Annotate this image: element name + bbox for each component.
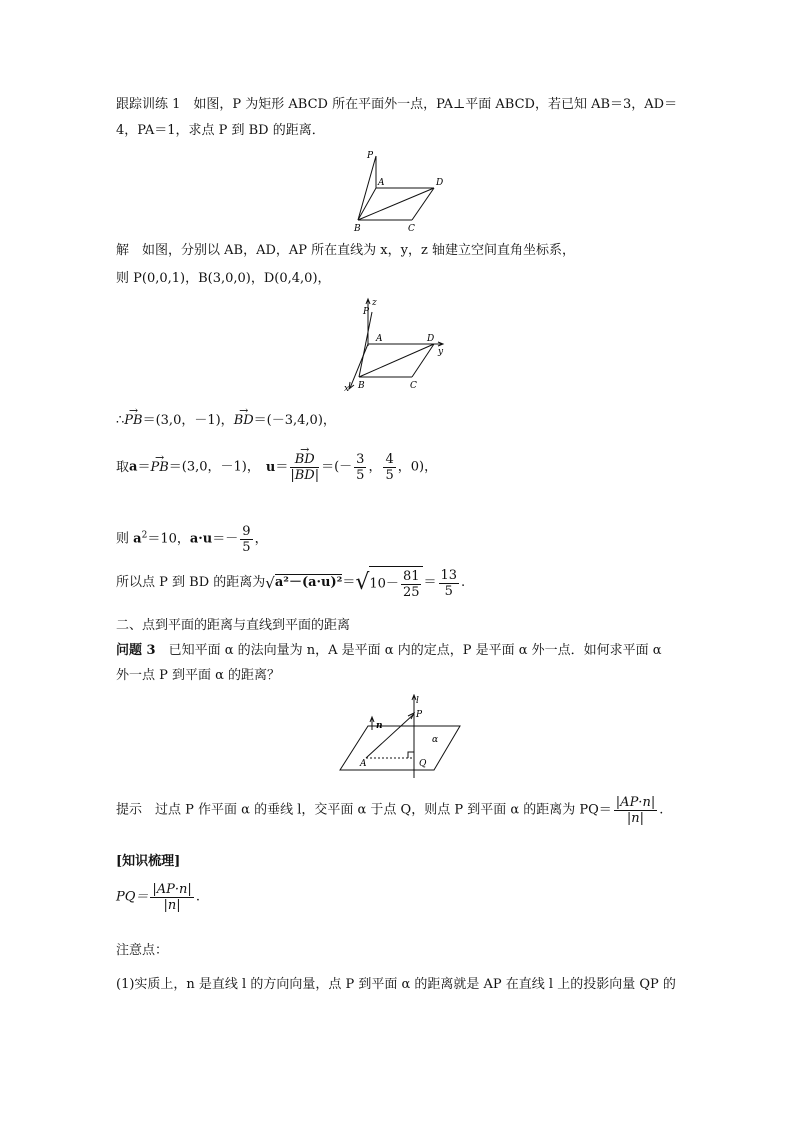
- figure-plane-distance: [336, 694, 466, 778]
- hint-line: 提示 过点 P 作平面 α 的垂线 l，交平面 α 于点 Q，则点 P 到平面 α 的距离为 PQ＝ $\frac{|AP\cdot n|}{|n|}$ .: [116, 795, 664, 826]
- fig2-label-z: z: [372, 298, 377, 308]
- fig1-label-d: D: [436, 178, 444, 188]
- fig1-label-p: P: [367, 151, 374, 161]
- math-distance-line: 所以点 P 到 BD 的距离为√a²－(a·u)²＝√10－ $\frac{81}{25}$ ＝ $\frac{13}{5}$ .: [116, 567, 466, 600]
- fig2-label-a: A: [376, 334, 383, 344]
- fig3-label-q: Q: [419, 759, 427, 769]
- fig3-label-alpha: α: [432, 735, 439, 745]
- question-3-line-1: 问题 3 已知平面 α 的法向量为 n，A 是平面 α 内的定点，P 是平面 α 外一点．如何求平面 α: [116, 643, 662, 658]
- fig2-label-b: B: [358, 381, 365, 391]
- solution-line-1: 解 如图，分别以 AB，AD，AP 所在直线为 x，y，z 轴建立空间直角坐标系，: [116, 243, 575, 258]
- knowledge-title: [知识梳理]: [116, 854, 181, 869]
- fig1-label-a: A: [378, 178, 385, 188]
- figure-rectangle-pyramid: [350, 148, 460, 236]
- fig2-label-c: C: [410, 381, 417, 391]
- knowledge-formula: PQ＝ $\frac{|AP\cdot n|}{|n|}$ .: [116, 882, 200, 913]
- note-item-1: (1)实质上，n 是直线 l 的方向向量，点 P 到平面 α 的距离就是 AP 在直线 l 上的投影向量 QP 的: [116, 977, 676, 992]
- fig2-label-d: D: [427, 334, 435, 344]
- figure-coordinate-system: [342, 296, 452, 396]
- fig3-label-n: n: [376, 721, 383, 731]
- section-title: 二、点到平面的距离与直线到平面的距离: [116, 618, 351, 633]
- math-vectors-line: ∴→ PB＝(3,0，－1)，→ BD＝(－3,4,0)，: [116, 412, 336, 430]
- exercise-line-1: 跟踪训练 1 如图，P 为矩形 ABCD 所在平面外一点，PA⊥平面 ABCD，若已知 AB＝3，AD＝: [116, 97, 678, 112]
- exercise-line-2: 4，PA＝1，求点 P 到 BD 的距离．: [116, 123, 325, 138]
- fig1-label-c: C: [408, 224, 415, 234]
- fig3-label-p: P: [416, 710, 423, 720]
- math-then-line: 则 $a^2=10$，a·u＝－ $\frac{9}{5}$ ，: [116, 524, 268, 555]
- math-take-line: 取a＝→ PB＝(3,0，－1)， u＝ → $\frac{BD}{|BD|}$ ＝(－ $\frac{3}{5}$ ， $\frac{4}{5}$ ，0)，: [116, 452, 437, 502]
- fig3-label-a: A: [360, 759, 367, 769]
- question-3-line-2: 外一点 P 到平面 α 的距离？: [116, 668, 281, 683]
- fig2-label-y: y: [438, 347, 444, 357]
- solution-line-2: 则 P(0,0,1)，B(3,0,0)，D(0,4,0)，: [116, 271, 331, 286]
- fig2-label-x: x: [344, 384, 350, 394]
- note-label: 注意点：: [116, 943, 169, 958]
- fig3-label-l: l: [416, 696, 419, 706]
- fig2-label-p: P: [363, 307, 370, 317]
- fig1-label-b: B: [354, 224, 361, 234]
